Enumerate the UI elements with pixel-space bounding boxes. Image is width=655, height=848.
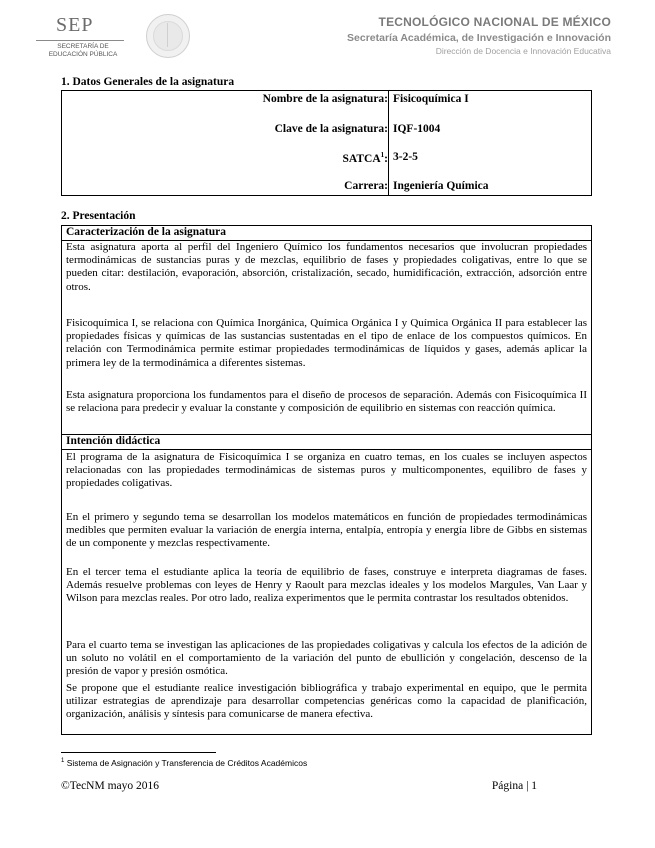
row-value: IQF-1004 — [393, 123, 441, 135]
footnote: $^1$ Sistema de Asignación y Transferencia de Créditos Académicos — [61, 758, 308, 768]
paragraph: Para el cuarto tema se investigan las aplicaciones de las propiedades coligativas y calcula los efectos de la adición de un soluto no volátil en el comportamiento de la variación del punto de ebullición y congelación, descenso de la presión de vapor y presión osmótica. — [66, 639, 587, 678]
general-data-table — [61, 90, 592, 196]
table-row — [62, 180, 591, 194]
page-number: Página | 1 — [491, 780, 537, 792]
paragraph: Se propone que el estudiante realice investigación bibliográfica y trabajo experimental en equipo, que le permita utilizar estrategias de aprendizaje para desarrollar competencias genéricas como la capacidad de planificación, organización, análisis y síntesis para comunicarse de manera efectiva. — [66, 682, 587, 721]
table-row — [62, 93, 591, 107]
national-seal-icon — [146, 14, 190, 58]
section-2-heading: 2. Presentación — [61, 210, 136, 222]
paragraph: Fisicoquímica I, se relaciona con Química Inorgánica, Química Orgánica I y Química Orgánica II para establecer las propiedades físicas y químicas de las sustancias sustentadas en el tipo de enlace de los compuestos químicos. En relación con Termodinámica permite estimar propiedades termodinámicas de líquidos y gases, además aplicar la primera ley de la termodinámica a diferentes sistemas. — [66, 317, 587, 369]
secretariat-name: Secretaría Académica, de Investigación e Innovación — [347, 32, 611, 44]
section-1-heading: 1. Datos Generales de la asignatura — [61, 76, 235, 88]
institution-name: TECNOLÓGICO NACIONAL DE MÉXICO — [378, 15, 611, 29]
presentation-box — [61, 225, 592, 735]
row-value: Ingeniería Química — [393, 180, 489, 192]
row-value: Fisicoquímica I — [393, 93, 469, 105]
direction-name: Dirección de Docencia e Innovación Educativa — [435, 46, 611, 56]
row-label: Carrera: — [344, 180, 388, 192]
paragraph: Esta asignatura proporciona los fundamentos para el diseño de procesos de separación. Además con Fisicoquímica II se relaciona para predecir y evaluar la constante y composición de equilibrio en sistemas con reacción química. — [66, 389, 587, 415]
table-row — [62, 123, 591, 137]
sep-logo-divider — [36, 40, 124, 41]
satca-label: SATCA — [342, 152, 381, 165]
copyright: ©TecNM mayo 2016 — [61, 780, 159, 792]
intencion-title: Intención didáctica — [66, 435, 161, 447]
paragraph: En el tercer tema el estudiante aplica la teoría de equilibrio de fases, construye e interpreta diagramas de fases. Además resuelve problemas con leyes de Henry y Raoult para mezclas ideales y los modelos Margules, Van Laar y Wilson para mezclas reales. Por otro lado, realiza experimentos que le permita contrastar los resultados obtenidos. — [66, 566, 587, 605]
row-label: Nombre de la asignatura: — [262, 93, 388, 105]
divider — [62, 449, 591, 450]
row-label: SATCA$^1$: — [342, 151, 388, 165]
sep-logo-subtitle: SECRETARÍA DE EDUCACIÓN PÚBLICA — [48, 43, 118, 58]
row-label: Clave de la asignatura: — [274, 123, 388, 135]
footnote-separator — [61, 752, 216, 753]
footnote-ref: 1 — [380, 151, 385, 159]
institution-header — [347, 15, 611, 56]
page-header — [0, 0, 655, 74]
paragraph: En el primero y segundo tema se desarrollan los modelos matemáticos en función de propiedades termodinámicas medibles que permiten evaluar la variación de energía interna, entalpía, entropía y energía libre de Gibbs en sistemas de un componente y mezclas respectivamente. — [66, 511, 587, 550]
caracterizacion-title: Caracterización de la asignatura — [66, 226, 227, 238]
row-value: 3-2-5 — [393, 151, 418, 163]
table-row — [62, 151, 591, 165]
paragraph: Esta asignatura aporta al perfil del Ingeniero Químico los fundamentos necesarios que involucran propiedades termodinámicas de sustancias puras y de mezclas, equilibrio de fases y propiedades coligativas, entre lo que se pueden citar: destilación, evaporación, absorción, cristalización, secado, humidificación, extracción, adsorción entre otros. — [66, 241, 587, 293]
paragraph: El programa de la asignatura de Fisicoquímica I se organiza en cuatro temas, en los cuales se incluyen aspectos relacionadas con las propiedades termodinámicas de sistemas puros y multicomponentes, equilibro de fases y propiedades coligativas. — [66, 451, 587, 490]
sep-logo-text: SEP — [56, 14, 94, 36]
